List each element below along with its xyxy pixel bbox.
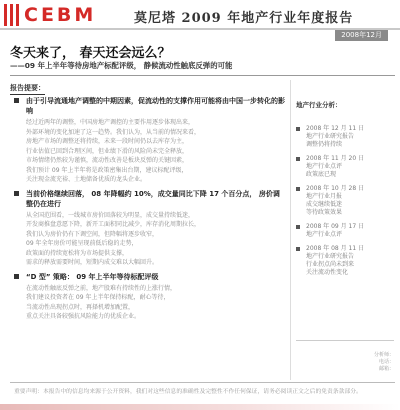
body-line: 房地产市场的调整还将持续，未来一段时间仍以去库存为主，	[26, 138, 189, 145]
related-report-line: 2008 年 10 月 28 日	[306, 185, 365, 192]
summary-content	[14, 96, 286, 326]
bullet-square-icon	[14, 98, 19, 103]
related-report-line: 2008 年 08 月 11 日	[306, 245, 365, 252]
bullet-square-icon	[296, 127, 300, 131]
bullet-square-icon	[296, 157, 300, 161]
body-line: 我们预计 09 年上半年将是政策密集出台期，建议标配评级，	[26, 166, 188, 174]
related-report-line: 成交继续低迷	[306, 201, 343, 208]
related-report-line: 等待政策效果	[306, 209, 343, 216]
summary-label: 报告提要：	[10, 83, 45, 95]
related-report-line: 地产行业研究报告	[306, 133, 355, 140]
related-report-line: 地产行业点评	[306, 163, 343, 170]
body-line: 重点关注具备较强抗风险能力的优质企业。	[26, 313, 141, 320]
body-line: 行业估值已回到合理区间，但业绩下滑的风险尚未完全释放，	[26, 147, 189, 155]
body-line: 经过近两年的调整，中国房地产调控的主要作用逐步体现出来，	[26, 119, 195, 126]
body-line: 我们认为房价仍有下调空间，但降幅将逐步收窄，	[26, 230, 159, 238]
bullet-square-icon	[296, 187, 300, 191]
section-heading: 当前价格继续回落， 08 年降幅约 10%，成交量同比下降 17 个百分点， 房价调整仍在进行	[26, 189, 280, 208]
report-header	[0, 0, 400, 39]
body-line: 需求的释放需要时间，短期内成交难以大幅回升。	[26, 259, 159, 266]
page-title: 冬天来了， 春天还会远么？	[10, 46, 171, 61]
body-line: 在流动性触底反弹之前，地产股难有持续性的上涨行情，	[26, 284, 177, 292]
analyst-contact	[340, 352, 394, 373]
body-line: 政策面的持续宽松将为市场提供支撑，	[26, 249, 129, 257]
related-report[interactable]	[296, 125, 394, 149]
related-report-line: 2008 年 11 月 20 日	[306, 155, 365, 162]
related-report-line: 调整仍将持续	[306, 141, 343, 148]
section-body	[26, 211, 286, 268]
body-line: 09 年全年房价可能呈现前低后稳的走势，	[26, 240, 138, 247]
report-title: 莫尼塔 2009 年地产行业年度报告	[134, 11, 354, 26]
title-divider	[10, 75, 395, 76]
summary-section	[14, 189, 286, 268]
related-report[interactable]	[296, 155, 394, 179]
body-line: 我们建议投资者在 09 年上半年保持标配，耐心等待，	[26, 294, 170, 301]
bullet-square-icon	[296, 247, 300, 251]
related-report-line: 2008 年 12 月 11 日	[306, 125, 365, 132]
analyst-contact-line: 邮箱：	[378, 366, 394, 372]
body-line: 关注现金流充裕、土地储备优质的龙头企业。	[26, 176, 147, 183]
body-line: 开发商推盘意愿下降，新开工面积同比减少，库存消化周期拉长，	[26, 221, 201, 228]
analyst-label: 地产行业分析：	[296, 101, 342, 109]
related-report[interactable]	[296, 245, 394, 277]
body-line: 市场情绪仍然较为谨慎，流动性改善是板块反弹的关键因素，	[26, 157, 189, 164]
analyst-contact-line: 电话：	[378, 359, 394, 365]
section-heading: 由于引导流通地产调整的中期因素，促流动性的支撑作用可能将由中国一步转化的影响	[26, 97, 285, 115]
analyst-sidebar	[296, 100, 394, 283]
related-report-line: 地产行业点评	[306, 231, 343, 238]
body-line: 当流动性出现拐点时，再择机增加配置，	[26, 303, 135, 311]
related-report-line: 地产行业月报	[306, 193, 343, 200]
section-body	[26, 118, 286, 185]
analyst-contact-line: 分析师：	[373, 352, 394, 358]
related-report-line: 2008 年 09 月 17 日	[306, 223, 365, 230]
column-divider	[290, 80, 291, 380]
related-report-line: 行业拐点尚未到来	[306, 261, 355, 268]
summary-section	[14, 96, 286, 185]
related-report-line: 政策底已现	[306, 171, 337, 178]
summary-section	[14, 272, 286, 322]
bullet-square-icon	[14, 191, 19, 196]
disclaimer-text: 重要声明：本报告中的信息均来源于公开资料，我们对这些信息的准确性及完整性不作任何保证，请务必阅读正文之后的免责条款部分。	[14, 389, 362, 395]
body-line: 外部环境的变化加速了这一趋势。我们认为，从当前的情况来看，	[26, 128, 201, 136]
report-date: 2008年12月	[335, 30, 388, 41]
related-report[interactable]	[296, 223, 394, 239]
section-body	[26, 284, 286, 322]
bullet-square-icon	[14, 274, 19, 279]
related-report-line: 关注流动性变化	[306, 269, 349, 276]
page-subtitle: ——09 年上半年等待房地产标配评级， 静候流动性触底反弹的可能	[10, 61, 233, 70]
related-report[interactable]	[296, 185, 394, 217]
sidebar-divider	[296, 340, 394, 341]
section-heading: “D 型” 策略： 09 年上半年等待标配评级	[26, 272, 159, 281]
footer-decoration	[0, 404, 400, 410]
body-line: 从全国范围看，一线城市房价回落较为明显，成交量持续低迷，	[26, 211, 195, 219]
footer-divider	[10, 382, 395, 383]
bullet-square-icon	[296, 225, 300, 229]
related-report-line: 地产行业研究报告	[306, 253, 355, 260]
logo-text: CEBM	[24, 4, 97, 26]
